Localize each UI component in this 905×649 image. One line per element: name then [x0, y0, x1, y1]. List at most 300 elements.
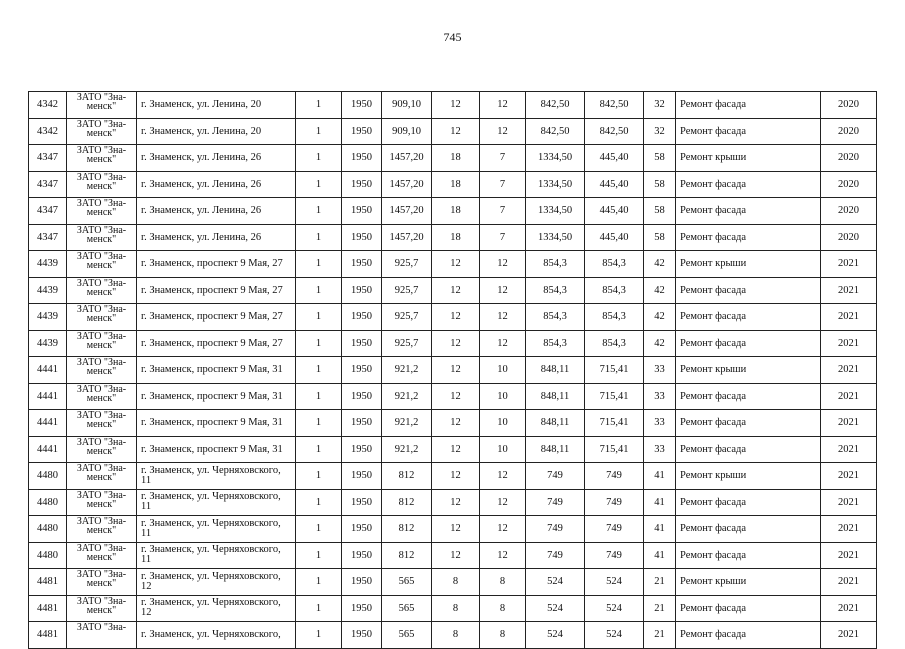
build-year-cell: 1950	[342, 92, 382, 119]
plan-year-cell: 2021	[821, 595, 877, 622]
residents-cell: 42	[644, 304, 676, 331]
address-cell	[137, 542, 296, 569]
plan-year-cell: 2021	[821, 622, 877, 649]
col-9-cell: 848,11	[526, 383, 585, 410]
total-area-cell: 921,2	[382, 410, 432, 437]
object-id-cell: 4347	[29, 171, 67, 198]
build-year-cell: 1950	[342, 436, 382, 463]
municipality-line: менск"	[86, 419, 117, 430]
plan-year-cell: 2021	[821, 304, 877, 331]
col-7-cell: 8	[432, 569, 480, 596]
residents-cell: 42	[644, 330, 676, 357]
residents-cell: 41	[644, 516, 676, 543]
address-cell	[137, 330, 296, 357]
residents-cell: 58	[644, 224, 676, 251]
col-10-cell: 854,3	[585, 277, 644, 304]
municipality-line: ЗАТО "Зна-	[76, 118, 127, 130]
table-row	[29, 304, 877, 331]
work-type-cell: Ремонт крыши	[676, 463, 821, 490]
build-year-cell: 1950	[342, 569, 382, 596]
col-10-cell: 715,41	[585, 410, 644, 437]
residents-cell: 42	[644, 277, 676, 304]
work-type-cell: Ремонт фасада	[676, 118, 821, 145]
municipality-cell	[67, 489, 137, 516]
work-type-cell: Ремонт фасада	[676, 516, 821, 543]
address-cell	[137, 357, 296, 384]
municipality-line: менск"	[86, 154, 117, 165]
building-count-cell: 1	[296, 251, 342, 278]
municipality-cell	[67, 595, 137, 622]
col-8-cell: 12	[480, 251, 526, 278]
registry-rows	[29, 92, 877, 649]
municipality-line: ЗАТО "Зна-	[76, 622, 127, 633]
work-type-cell: Ремонт фасада	[676, 595, 821, 622]
col-10-cell: 749	[585, 463, 644, 490]
col-10-cell: 715,41	[585, 357, 644, 384]
municipality-line: ЗАТО "Зна-	[76, 92, 127, 103]
page-number: 745	[443, 30, 462, 44]
building-count-cell: 1	[296, 304, 342, 331]
col-7-cell: 12	[432, 516, 480, 543]
build-year-cell: 1950	[342, 516, 382, 543]
address-cell	[137, 224, 296, 251]
build-year-cell: 1950	[342, 118, 382, 145]
municipality-cell	[67, 410, 137, 437]
residents-cell: 33	[644, 436, 676, 463]
address-cell	[137, 410, 296, 437]
work-type-cell: Ремонт фасада	[676, 198, 821, 225]
address-line: г. Знаменск, ул. Ленина, 20	[141, 99, 262, 111]
table-row	[29, 92, 877, 119]
build-year-cell: 1950	[342, 357, 382, 384]
col-9-cell: 1334,50	[526, 145, 585, 172]
address-line: г. Знаменск, ул. Черняховского,	[141, 570, 281, 582]
municipality-line: менск"	[86, 207, 117, 218]
address-cell	[137, 622, 296, 649]
object-id-cell: 4441	[29, 357, 67, 384]
col-8-cell: 12	[480, 330, 526, 357]
col-7-cell: 12	[432, 92, 480, 119]
col-10-cell: 524	[585, 595, 644, 622]
col-9-cell: 524	[526, 595, 585, 622]
col-9-cell: 749	[526, 489, 585, 516]
col-8-cell: 8	[480, 622, 526, 649]
plan-year-cell: 2020	[821, 118, 877, 145]
object-id-cell: 4480	[29, 463, 67, 490]
municipality-line: менск"	[86, 366, 117, 377]
address-line: г. Знаменск, проспект 9 Мая, 31	[141, 443, 283, 455]
address-line: г. Знаменск, проспект 9 Мая, 27	[141, 258, 283, 270]
residents-cell: 33	[644, 410, 676, 437]
table-row	[29, 436, 877, 463]
plan-year-cell: 2021	[821, 542, 877, 569]
work-type-cell: Ремонт крыши	[676, 357, 821, 384]
municipality-line: менск"	[86, 101, 117, 112]
plan-year-cell: 2021	[821, 569, 877, 596]
table-row	[29, 569, 877, 596]
table-row	[29, 516, 877, 543]
total-area-cell: 925,7	[382, 277, 432, 304]
object-id-cell: 4439	[29, 251, 67, 278]
col-8-cell: 12	[480, 118, 526, 145]
table-row	[29, 330, 877, 357]
col-7-cell: 18	[432, 171, 480, 198]
residents-cell: 58	[644, 198, 676, 225]
building-count-cell: 1	[296, 595, 342, 622]
municipality-line: ЗАТО "Зна-	[76, 463, 127, 474]
address-cell	[137, 304, 296, 331]
col-7-cell: 12	[432, 489, 480, 516]
municipality-line: ЗАТО "Зна-	[76, 542, 127, 554]
residents-cell: 42	[644, 251, 676, 278]
municipality-line: ЗАТО "Зна-	[76, 436, 127, 448]
building-count-cell: 1	[296, 489, 342, 516]
address-cell	[137, 436, 296, 463]
municipality-line: менск"	[86, 127, 117, 139]
residents-cell: 32	[644, 118, 676, 145]
building-count-cell: 1	[296, 118, 342, 145]
residents-cell: 58	[644, 145, 676, 172]
col-9-cell: 1334,50	[526, 224, 585, 251]
municipality-line: ЗАТО "Зна-	[76, 304, 127, 315]
work-type-cell: Ремонт фасада	[676, 277, 821, 304]
work-type-cell: Ремонт фасада	[676, 622, 821, 649]
municipality-line: ЗАТО "Зна-	[76, 251, 127, 262]
col-9-cell: 854,3	[526, 277, 585, 304]
work-type-cell: Ремонт фасада	[676, 330, 821, 357]
col-10-cell: 524	[585, 622, 644, 649]
object-id-cell: 4441	[29, 436, 67, 463]
col-8-cell: 12	[480, 489, 526, 516]
col-7-cell: 8	[432, 595, 480, 622]
table-row	[29, 489, 877, 516]
work-type-cell: Ремонт крыши	[676, 251, 821, 278]
col-8-cell: 10	[480, 383, 526, 410]
col-8-cell: 8	[480, 569, 526, 596]
build-year-cell: 1950	[342, 595, 382, 622]
address-line: г. Знаменск, проспект 9 Мая, 27	[141, 284, 283, 296]
address-line: 11	[141, 527, 152, 539]
object-id-cell: 4441	[29, 383, 67, 410]
address-cell	[137, 569, 296, 596]
municipality-cell	[67, 145, 137, 172]
col-8-cell: 10	[480, 436, 526, 463]
col-8-cell: 7	[480, 198, 526, 225]
build-year-cell: 1950	[342, 330, 382, 357]
col-10-cell: 715,41	[585, 383, 644, 410]
col-8-cell: 8	[480, 595, 526, 622]
col-9-cell: 749	[526, 463, 585, 490]
object-id-cell: 4439	[29, 304, 67, 331]
address-cell	[137, 383, 296, 410]
municipality-line: ЗАТО "Зна-	[76, 516, 127, 527]
col-7-cell: 12	[432, 304, 480, 331]
col-7-cell: 12	[432, 277, 480, 304]
municipality-line: ЗАТО "Зна-	[76, 595, 127, 607]
work-type-cell: Ремонт фасада	[676, 436, 821, 463]
address-line: 11	[141, 474, 152, 486]
address-line: г. Знаменск, ул. Черняховского,	[141, 491, 281, 503]
total-area-cell: 565	[382, 622, 432, 649]
build-year-cell: 1950	[342, 542, 382, 569]
plan-year-cell: 2020	[821, 224, 877, 251]
plan-year-cell: 2020	[821, 198, 877, 225]
col-9-cell: 1334,50	[526, 171, 585, 198]
municipality-cell	[67, 463, 137, 490]
object-id-cell: 4342	[29, 118, 67, 145]
col-8-cell: 10	[480, 357, 526, 384]
col-7-cell: 8	[432, 622, 480, 649]
municipality-line: ЗАТО "Зна-	[76, 277, 127, 289]
col-10-cell: 715,41	[585, 436, 644, 463]
residents-cell: 21	[644, 595, 676, 622]
col-7-cell: 18	[432, 224, 480, 251]
object-id-cell: 4480	[29, 489, 67, 516]
residents-cell: 32	[644, 92, 676, 119]
col-9-cell: 854,3	[526, 251, 585, 278]
address-line: г. Знаменск, ул. Ленина, 26	[141, 205, 262, 217]
total-area-cell: 812	[382, 542, 432, 569]
build-year-cell: 1950	[342, 224, 382, 251]
object-id-cell: 4480	[29, 542, 67, 569]
municipality-line: менск"	[86, 260, 117, 271]
table-row	[29, 542, 877, 569]
work-type-cell: Ремонт фасада	[676, 171, 821, 198]
municipality-line: ЗАТО "Зна-	[76, 489, 127, 501]
table-row	[29, 224, 877, 251]
total-area-cell: 1457,20	[382, 145, 432, 172]
total-area-cell: 812	[382, 489, 432, 516]
object-id-cell: 4439	[29, 330, 67, 357]
col-7-cell: 18	[432, 145, 480, 172]
col-9-cell: 1334,50	[526, 198, 585, 225]
residents-cell: 21	[644, 622, 676, 649]
object-id-cell: 4439	[29, 277, 67, 304]
total-area-cell: 1457,20	[382, 198, 432, 225]
col-8-cell: 7	[480, 145, 526, 172]
col-7-cell: 12	[432, 463, 480, 490]
building-count-cell: 1	[296, 383, 342, 410]
col-10-cell: 445,40	[585, 171, 644, 198]
col-7-cell: 12	[432, 383, 480, 410]
municipality-line: менск"	[86, 604, 117, 616]
address-line: г. Знаменск, ул. Ленина, 20	[141, 125, 262, 137]
plan-year-cell: 2021	[821, 357, 877, 384]
table-row	[29, 410, 877, 437]
object-id-cell: 4441	[29, 410, 67, 437]
address-line: г. Знаменск, проспект 9 Мая, 27	[141, 311, 283, 323]
address-cell	[137, 595, 296, 622]
object-id-cell: 4481	[29, 569, 67, 596]
object-id-cell: 4342	[29, 92, 67, 119]
build-year-cell: 1950	[342, 410, 382, 437]
total-area-cell: 812	[382, 516, 432, 543]
address-line: 11	[141, 554, 152, 566]
address-line: 12	[141, 607, 152, 619]
address-line: г. Знаменск, ул. Черняховского,	[141, 544, 281, 556]
col-7-cell: 12	[432, 410, 480, 437]
object-id-cell: 4481	[29, 622, 67, 649]
address-cell	[137, 251, 296, 278]
plan-year-cell: 2020	[821, 92, 877, 119]
col-9-cell: 524	[526, 569, 585, 596]
col-7-cell: 12	[432, 118, 480, 145]
address-cell	[137, 171, 296, 198]
work-type-cell: Ремонт фасада	[676, 224, 821, 251]
col-8-cell: 7	[480, 224, 526, 251]
building-count-cell: 1	[296, 410, 342, 437]
object-id-cell: 4481	[29, 595, 67, 622]
address-line: 12	[141, 580, 152, 592]
total-area-cell: 921,2	[382, 383, 432, 410]
address-line: г. Знаменск, ул. Ленина, 26	[141, 231, 262, 243]
work-type-cell: Ремонт фасада	[676, 489, 821, 516]
municipality-line: ЗАТО "Зна-	[76, 569, 127, 580]
build-year-cell: 1950	[342, 383, 382, 410]
municipality-cell	[67, 383, 137, 410]
plan-year-cell: 2021	[821, 516, 877, 543]
address-cell	[137, 92, 296, 119]
address-line: г. Знаменск, проспект 9 Мая, 27	[141, 337, 283, 349]
residents-cell: 41	[644, 542, 676, 569]
municipality-cell	[67, 330, 137, 357]
registry-table	[28, 91, 877, 649]
col-9-cell: 848,11	[526, 357, 585, 384]
plan-year-cell: 2021	[821, 251, 877, 278]
building-count-cell: 1	[296, 569, 342, 596]
col-8-cell: 12	[480, 277, 526, 304]
object-id-cell: 4347	[29, 145, 67, 172]
residents-cell: 58	[644, 171, 676, 198]
plan-year-cell: 2021	[821, 383, 877, 410]
municipality-line: менск"	[86, 525, 117, 536]
municipality-cell	[67, 304, 137, 331]
plan-year-cell: 2021	[821, 436, 877, 463]
col-7-cell: 12	[432, 330, 480, 357]
municipality-line: менск"	[86, 339, 117, 351]
table-row	[29, 357, 877, 384]
col-9-cell: 749	[526, 516, 585, 543]
col-8-cell: 12	[480, 516, 526, 543]
col-7-cell: 12	[432, 436, 480, 463]
building-count-cell: 1	[296, 198, 342, 225]
building-count-cell: 1	[296, 224, 342, 251]
col-9-cell: 842,50	[526, 92, 585, 119]
address-line: г. Знаменск, ул. Черняховского,	[141, 597, 281, 609]
total-area-cell: 812	[382, 463, 432, 490]
col-9-cell: 749	[526, 542, 585, 569]
municipality-cell	[67, 357, 137, 384]
col-10-cell: 749	[585, 542, 644, 569]
residents-cell: 33	[644, 357, 676, 384]
col-10-cell: 445,40	[585, 198, 644, 225]
total-area-cell: 909,10	[382, 118, 432, 145]
municipality-line: ЗАТО "Зна-	[76, 224, 127, 236]
address-line: г. Знаменск, ул. Черняховского,	[141, 629, 281, 641]
address-line: г. Знаменск, ул. Черняховского,	[141, 464, 281, 476]
table-row	[29, 463, 877, 490]
municipality-line: менск"	[86, 286, 117, 298]
total-area-cell: 1457,20	[382, 171, 432, 198]
build-year-cell: 1950	[342, 198, 382, 225]
object-id-cell: 4347	[29, 198, 67, 225]
plan-year-cell: 2021	[821, 330, 877, 357]
col-8-cell: 7	[480, 171, 526, 198]
total-area-cell: 921,2	[382, 357, 432, 384]
col-9-cell: 848,11	[526, 436, 585, 463]
municipality-line: менск"	[86, 180, 117, 192]
municipality-line: менск"	[86, 578, 117, 589]
col-7-cell: 12	[432, 251, 480, 278]
municipality-cell	[67, 436, 137, 463]
residents-cell: 41	[644, 463, 676, 490]
work-type-cell: Ремонт фасада	[676, 304, 821, 331]
work-type-cell: Ремонт фасада	[676, 92, 821, 119]
municipality-line: ЗАТО "Зна-	[76, 357, 127, 368]
building-count-cell: 1	[296, 622, 342, 649]
building-count-cell: 1	[296, 436, 342, 463]
municipality-cell	[67, 277, 137, 304]
table-row	[29, 145, 877, 172]
municipality-line: менск"	[86, 445, 117, 457]
residents-cell: 21	[644, 569, 676, 596]
col-8-cell: 10	[480, 410, 526, 437]
municipality-cell	[67, 224, 137, 251]
plan-year-cell: 2020	[821, 171, 877, 198]
col-10-cell: 524	[585, 569, 644, 596]
address-line: 11	[141, 501, 152, 513]
residents-cell: 33	[644, 383, 676, 410]
col-10-cell: 749	[585, 516, 644, 543]
build-year-cell: 1950	[342, 277, 382, 304]
total-area-cell: 925,7	[382, 304, 432, 331]
municipality-line: ЗАТО "Зна-	[76, 198, 127, 209]
plan-year-cell: 2021	[821, 489, 877, 516]
municipality-cell	[67, 516, 137, 543]
address-line: г. Знаменск, проспект 9 Мая, 31	[141, 364, 283, 376]
building-count-cell: 1	[296, 542, 342, 569]
col-9-cell: 524	[526, 622, 585, 649]
address-cell	[137, 198, 296, 225]
work-type-cell: Ремонт фасада	[676, 383, 821, 410]
total-area-cell: 565	[382, 569, 432, 596]
address-line: г. Знаменск, проспект 9 Мая, 31	[141, 390, 283, 402]
object-id-cell: 4347	[29, 224, 67, 251]
table-row	[29, 198, 877, 225]
work-type-cell: Ремонт фасада	[676, 542, 821, 569]
municipality-line: ЗАТО "Зна-	[76, 410, 127, 421]
address-cell	[137, 145, 296, 172]
col-8-cell: 12	[480, 92, 526, 119]
table-row	[29, 118, 877, 145]
address-cell	[137, 516, 296, 543]
building-count-cell: 1	[296, 92, 342, 119]
address-cell	[137, 489, 296, 516]
municipality-line: ЗАТО "Зна-	[76, 383, 127, 395]
municipality-cell	[67, 92, 137, 119]
col-8-cell: 12	[480, 304, 526, 331]
address-line: г. Знаменск, ул. Ленина, 26	[141, 178, 262, 190]
municipality-cell	[67, 622, 137, 649]
address-line: г. Знаменск, проспект 9 Мая, 31	[141, 417, 283, 429]
col-10-cell: 445,40	[585, 145, 644, 172]
col-7-cell: 12	[432, 357, 480, 384]
building-count-cell: 1	[296, 330, 342, 357]
building-count-cell: 1	[296, 516, 342, 543]
build-year-cell: 1950	[342, 463, 382, 490]
table-row	[29, 171, 877, 198]
address-line: г. Знаменск, ул. Черняховского,	[141, 517, 281, 529]
